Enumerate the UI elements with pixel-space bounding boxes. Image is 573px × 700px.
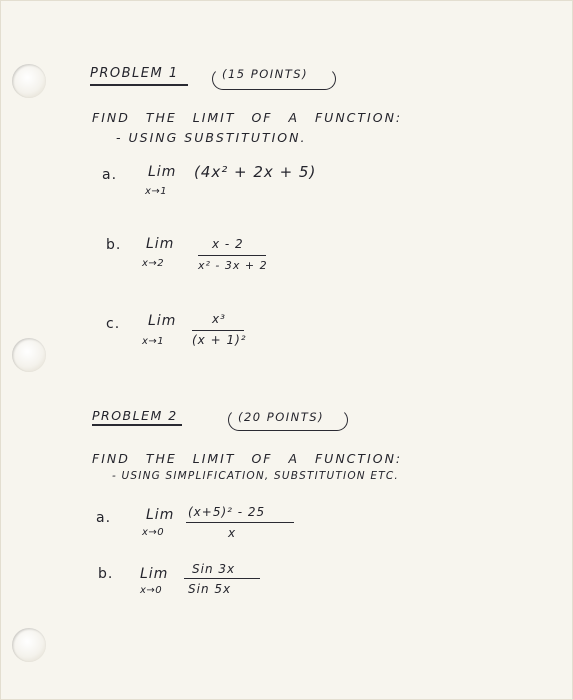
limit-expression: (4x² + 2x + 5) [194,163,317,181]
problem-2-title-underline [92,424,182,426]
fraction-numerator: x³ [212,312,226,326]
punch-hole-top [12,64,46,98]
problem-1-points-bracket [212,68,336,90]
fraction-denominator: Sin 5x [188,582,232,596]
limit-operator: Lim [140,566,169,582]
problem-1-method: - USING SUBSTITUTION. [116,130,307,145]
fraction-denominator: x² - 3x + 2 [198,259,268,272]
problem-1-instruction: FIND THE LIMIT OF A FUNCTION: [92,110,403,125]
limit-operator: Lim [148,313,177,329]
problem-2-instruction: FIND THE LIMIT OF A FUNCTION: [92,451,403,466]
problem-2-method: - USING SIMPLIFICATION, SUBSTITUTION ETC. [112,470,399,482]
fraction-numerator: (x+5)² - 25 [188,505,266,519]
item-label: b. [98,566,114,582]
limit-operator: Lim [148,164,177,180]
fraction-denominator: (x + 1)² [192,333,247,347]
fraction-bar [192,330,244,331]
problem-1-points: (15 POINTS) [222,67,309,81]
problem-2-title: PROBLEM 2 [92,408,178,423]
item-label: a. [102,167,118,183]
limit-approach: x→1 [142,336,165,347]
limit-operator: Lim [146,236,175,252]
item-label: a. [96,510,112,526]
limit-operator: Lim [146,507,175,523]
punch-hole-bottom [12,628,46,662]
fraction-numerator: Sin 3x [192,562,236,576]
problem-1-title: PROBLEM 1 [90,66,179,81]
fraction-numerator: x - 2 [212,237,244,251]
limit-approach: x→0 [142,527,165,538]
limit-approach: x→2 [142,258,165,269]
fraction-bar [198,255,266,256]
item-label: c. [106,316,121,332]
limit-approach: x→1 [145,186,168,197]
punch-hole-middle [12,338,46,372]
fraction-denominator: x [228,526,237,540]
problem-1-title-underline [90,84,188,86]
problem-2-points: (20 POINTS) [238,410,325,424]
fraction-bar [186,522,294,523]
problem-2-points-bracket [228,409,348,431]
item-label: b. [106,237,122,253]
fraction-bar [184,578,260,579]
limit-approach: x→0 [140,585,163,596]
